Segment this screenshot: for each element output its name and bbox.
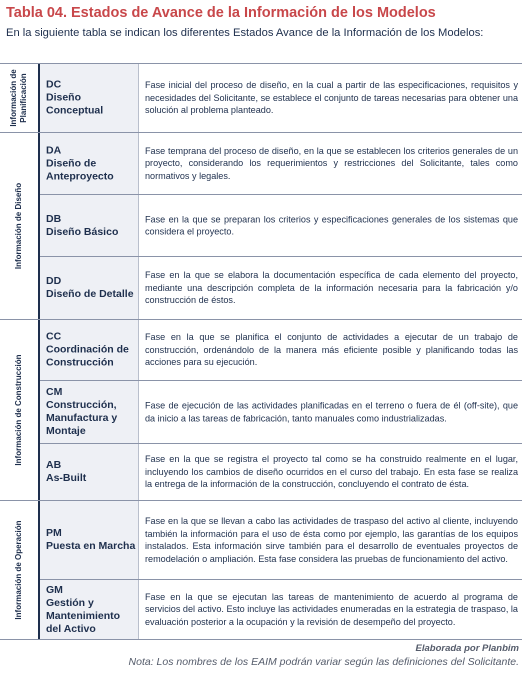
group-label-planificacion — [9, 69, 29, 126]
stage-description-cell — [139, 320, 522, 380]
stage-code: AB — [46, 459, 62, 471]
stage-code-cell — [40, 64, 139, 132]
table-title: Tabla 04. Estados de Avance de la Información de los Modelos — [6, 5, 436, 21]
group-label-construccion: Información de Construcción — [14, 354, 23, 466]
group-label-operacion: Información de Operación — [14, 520, 23, 620]
stage-name: Diseño de Detalle — [46, 288, 134, 300]
stage-code: DC — [46, 78, 62, 91]
stage-code-cell — [40, 444, 139, 500]
stage-description-cell — [139, 257, 522, 319]
stage-description: Fase en la que se llevan a cabo las actividades de traspaso del activo al cliente, incluyendo también la información para el uso de ésta como por ejemplo, las garantías de los equipos instalados. Esta información sirve también para el desarrollo de eventuales proyectos de remodelación o ampliación. Esta fase considera las pruebas de funcionamiento del activo. — [145, 515, 518, 564]
stage-description: Fase en la que se elabora la documentación específica de cada elemento del proyecto, mediante una descripción completa de la información necesaria para la fabricación y/o construcción de éstos. — [145, 270, 518, 306]
stage-name: Gestión y Mantenimiento del Activo — [46, 596, 121, 635]
table-row — [40, 64, 522, 132]
stage-description-cell — [139, 195, 522, 256]
stage-description-cell — [139, 501, 522, 579]
stage-code: DD — [46, 275, 62, 287]
stage-code-cell — [40, 381, 139, 443]
stage-code: GM — [46, 583, 63, 596]
stage-description: Fase inicial del proceso de diseño, en la cual a partir de las especificaciones, requisitos y necesidades del Solicitante, se establece el conjunto de tareas necesarias para obtener una solución al problema planteado. — [145, 80, 518, 116]
stage-code: CM — [46, 386, 63, 398]
stages-table — [0, 63, 522, 640]
table-row — [40, 501, 522, 579]
group-label-line: Información de — [9, 69, 18, 127]
stage-description: Fase en la que se planifica el conjunto de actividades a ejecutar de un trabajo de construcción, ordenándolo de la manera más eficiente posible y planificando todas las acciones para su ejecución. — [145, 332, 518, 368]
table-row — [40, 195, 522, 256]
stage-description: Fase en la que se preparan los criterios y especificaciones generales de los sistemas que considera el proyecto. — [145, 213, 518, 237]
stage-code-cell — [40, 320, 139, 380]
group-planificacion — [0, 64, 40, 132]
table-row — [40, 444, 522, 500]
credit-line: Elaborada por Planbim — [415, 643, 519, 654]
group-label-diseno: Información de Diseño — [14, 182, 23, 270]
group-construccion — [0, 320, 40, 500]
stage-code: DA — [46, 144, 62, 156]
stage-description-cell — [139, 444, 522, 500]
stage-description-cell — [139, 133, 522, 194]
stage-description-cell — [139, 580, 522, 639]
table-row — [40, 133, 522, 194]
group-diseno — [0, 133, 40, 319]
stage-name: As-Built — [46, 472, 87, 484]
stage-name: Diseño de Anteproyecto — [46, 157, 114, 182]
stage-code-cell — [40, 133, 139, 194]
stage-code: PM — [46, 527, 62, 539]
group-label-line: Planificación — [19, 73, 28, 123]
stage-name: Diseño Básico — [46, 225, 119, 238]
stage-name: Construcción, Manufactura y Montaje — [46, 399, 118, 437]
table-row — [40, 381, 522, 443]
stage-code-cell — [40, 195, 139, 256]
group-operacion — [0, 501, 40, 639]
stage-description-cell — [139, 381, 522, 443]
stage-code-cell — [40, 501, 139, 579]
table-subtitle: En la siguiente tabla se indican los diferentes Estados Avance de la Información de los Modelos: — [6, 27, 484, 39]
table-row — [40, 580, 522, 639]
stage-code-cell — [40, 580, 139, 639]
footnote: Nota: Los nombres de los EAIM podrán variar según las definiciones del Solicitante. — [128, 656, 519, 668]
table-row — [40, 257, 522, 319]
stage-description: Fase en la que se ejecutan las tareas de mantenimiento de acuerdo al programa de servicios del activo. Esto incluye las actividades enumeradas en la estrategia de traspaso, la evaluación posterior a la ocupación y la revisión de desempeño del proyecto. — [145, 591, 518, 627]
stage-description: Fase en la que se registra el proyecto tal como se ha construido realmente en el lugar, incluyendo los cambios de diseño ocurridos en el curso del trabajo. En esta fase se realiza la entrega de la información de la construcción, concluyendo el contrato de ésta. — [145, 454, 518, 490]
stage-description-cell — [139, 64, 522, 132]
stage-name: Coordinación de Construcción — [46, 343, 129, 369]
stage-name: Diseño Conceptual — [46, 91, 104, 117]
stage-code-cell — [40, 257, 139, 319]
stage-name: Puesta en Marcha — [46, 540, 136, 552]
stage-code: CC — [46, 330, 62, 343]
table-row — [40, 320, 522, 380]
stage-description: Fase temprana del proceso de diseño, en la que se establecen los criterios generales de un proyecto, considerando los requerimientos y restricciones del Solicitante, tales como normativos y legales. — [145, 145, 518, 181]
stage-code: DB — [46, 212, 62, 225]
stage-description: Fase de ejecución de las actividades planificadas en el terreno o fuera de él (off-site), que da inicio a las tareas de fabricación, tanto manuales como industrializadas. — [145, 400, 518, 423]
